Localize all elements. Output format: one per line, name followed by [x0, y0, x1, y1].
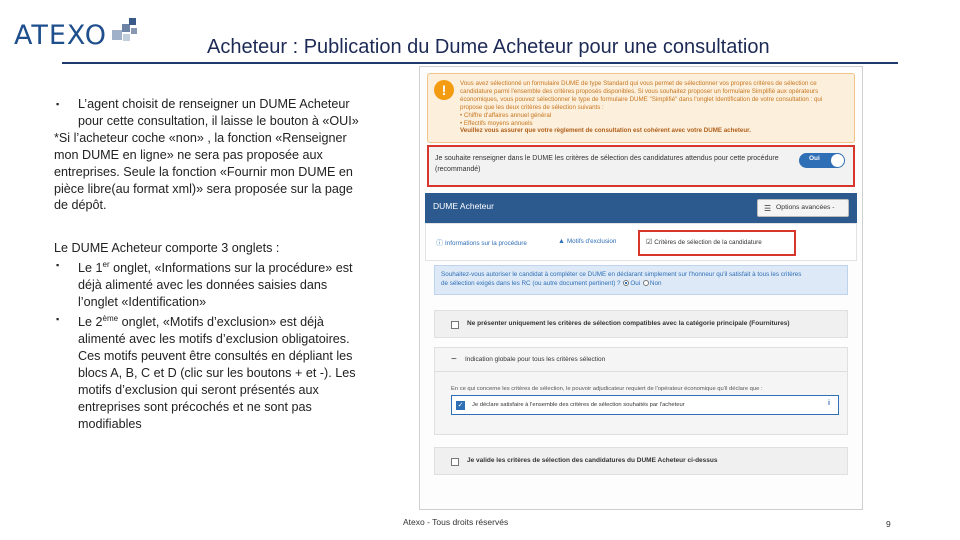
- info-icon[interactable]: i: [828, 400, 830, 407]
- title-divider: [62, 62, 898, 64]
- criteria-question-line-1: Souhaitez-vous autoriser le candidat à compléter ce DUME en déclarant simplement sur l'honneur qu'il satisfait à tous les critères: [441, 271, 802, 278]
- tab-criteres-selection[interactable]: ☑ Critères de sélection de la candidature: [646, 239, 762, 246]
- tab-informations-procedure[interactable]: ⓘ Informations sur la procédure: [436, 240, 527, 247]
- intro-paragraph: Le DUME Acheteur comporte 3 onglets :: [54, 241, 280, 256]
- dume-choice-highlight: [427, 145, 855, 187]
- criteria-question-line-2: de sélection exigés dans les RC (ou autre document pertinent) ?: [441, 280, 621, 287]
- global-indication-header[interactable]: [435, 348, 847, 372]
- criteria-question: [434, 265, 848, 295]
- info-icon: ⓘ: [436, 240, 443, 247]
- active-tab-highlight: [638, 230, 796, 256]
- global-indication-desc: En ce qui concerne les critères de sélection, le pouvoir adjudicateur requiert de l'opérateur économique qu'il déclare que :: [451, 386, 763, 392]
- note-paragraph: *Si l’acheteur coche «non» , la fonction «Renseigner mon DUME en ligne» ne sera pas proposée aux entreprises. Seule la fonction «Fournir mon DUME en pièce libre(au format xml)» sera proposée sur la page de dépôt.: [54, 130, 353, 213]
- warning-text: Vous avez sélectionné un formulaire DUME de type Standard qui vous permet de sélectionner vos propres critères de sélection ce candidature parmi l'ensemble des critères proposés disponibles. Si vous souhaitez proposer un formulaire Simplifié aux opérateurs économiques, vous pouvez sélectionner le type de formulaire DUME "Simplifié" dans l'onglet Identification de votre consultation : qui propose que les deux critères de sélection suivants : • Chiffre d'affaires annuel général • Effectifs moyens annuels Veuillez vous assurer que votre règlement de consultation est cohérent avec votre DUME acheteur.: [460, 80, 823, 135]
- declaration-checkbox[interactable]: ✓: [457, 402, 464, 409]
- slide-title: Acheteur : Publication du Dume Acheteur pour une consultation: [207, 36, 770, 58]
- dume-tabs: [425, 223, 857, 261]
- compatible-criteria-checkbox[interactable]: [451, 321, 459, 329]
- radio-no-label: Non: [649, 280, 662, 287]
- warning-icon: !: [434, 80, 454, 100]
- collapse-icon[interactable]: −: [451, 354, 457, 365]
- toggle-label: Oui: [809, 155, 820, 162]
- validate-criteria-row: [434, 447, 848, 475]
- warning-triangle-icon: ▲: [558, 238, 565, 245]
- logo-text: ATEXO: [14, 20, 107, 51]
- page-number: 9: [886, 519, 891, 529]
- bullet-tab-1: ▪ Le 1er onglet, «Informations sur la procédure» est déjà alimenté avec les données saisies dans l’onglet «Identification»: [54, 257, 359, 311]
- dume-title: DUME Acheteur: [433, 201, 494, 211]
- footer-copyright: Atexo - Tous droits réservés: [403, 517, 509, 527]
- tab-motifs-exclusion[interactable]: ▲ Motifs d'exclusion: [558, 238, 617, 245]
- global-indication-title: Indication globale pour tous les critères sélection: [465, 356, 606, 363]
- radio-yes[interactable]: [623, 280, 629, 286]
- checklist-icon: ☑: [646, 239, 653, 246]
- bullet-agent-choice: ▪ L’agent choisit de renseigner un DUME Acheteur pour cette consultation, il laisse le bouton à «OUI»: [54, 96, 359, 130]
- radio-yes-label: Oui: [630, 280, 641, 287]
- warning-alert: [427, 73, 855, 143]
- dume-screenshot: [419, 66, 863, 510]
- list-icon: ☰: [764, 204, 772, 213]
- compatible-criteria-label: Ne présenter uniquement les critères de sélection compatibles avec la catégorie principale (Fournitures): [467, 320, 790, 327]
- compatible-criteria-row: [434, 310, 848, 338]
- logo-squares-icon: [109, 16, 139, 48]
- dume-toggle[interactable]: [799, 153, 845, 168]
- declaration-row: [451, 395, 839, 415]
- global-indication-panel: [434, 347, 848, 435]
- bullet-tab-2: ▪ Le 2ème onglet, «Motifs d’exclusion» est déjà alimenté avec les motifs d’exclusion obligatoires. Ces motifs peuvent être consultés en dépliant les blocs A, B, C et D (clic sur les boutons + et -). Les motifs d’exclusion qui seront présentés aux entreprises sont précochés et ne sont pas modifiables: [54, 311, 359, 433]
- left-text-column: [54, 96, 359, 433]
- advanced-options-button[interactable]: ☰ Options avancées -: [757, 199, 849, 217]
- atexo-logo: [14, 16, 139, 56]
- toggle-knob: [831, 154, 844, 167]
- radio-no[interactable]: [643, 280, 649, 286]
- declaration-label: Je déclare satisfaire à l'ensemble des critères de sélection souhaités par l'acheteur: [472, 402, 685, 408]
- validate-criteria-label: Je valide les critères de sélection des candidatures du DUME Acheteur ci-dessus: [467, 457, 718, 464]
- dume-header-bar: [425, 193, 857, 223]
- validate-criteria-checkbox[interactable]: [451, 458, 459, 466]
- dume-choice-label: Je souhaite renseigner dans le DUME les critères de sélection des candidatures attendus pour cette procédure (recommandé): [435, 155, 779, 173]
